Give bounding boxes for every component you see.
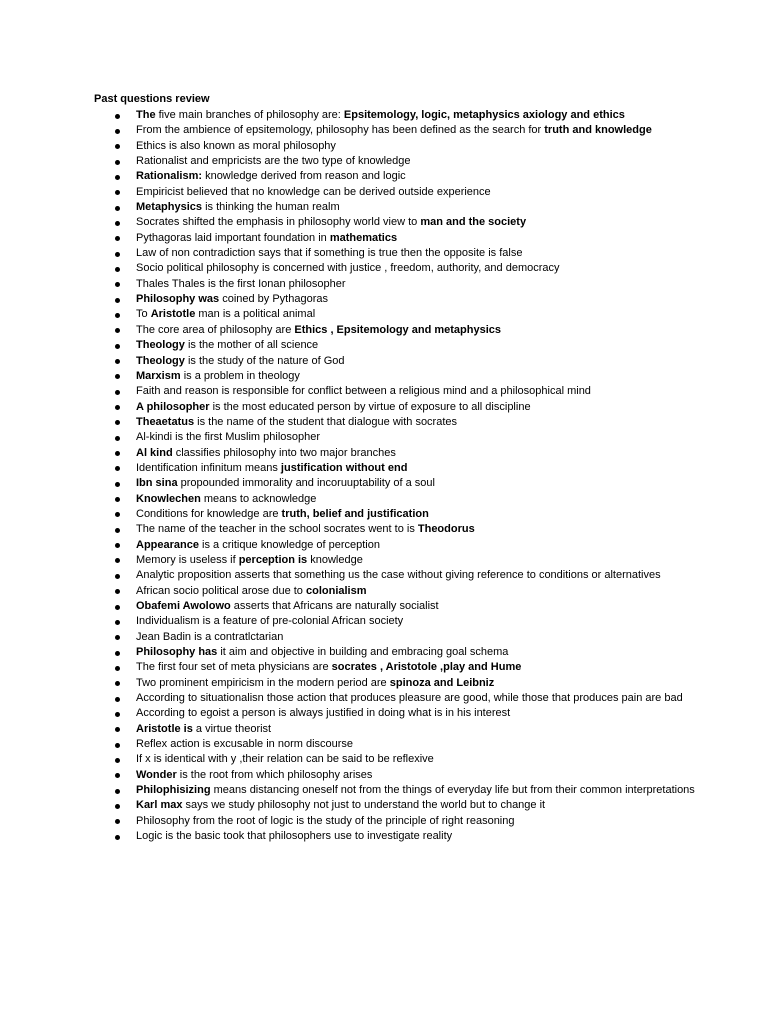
list-item (136, 307, 696, 322)
item-text: Reflex action is excusable in norm discourse (136, 738, 354, 751)
item-text: To (136, 308, 151, 321)
bold-text: Al kind (136, 446, 173, 459)
list-item (136, 722, 696, 737)
list-item (136, 400, 696, 415)
bold-text: Theodorus (417, 523, 475, 536)
list-item (136, 446, 696, 461)
list-item (136, 200, 696, 215)
bold-text: truth, belief and justification (281, 507, 429, 520)
list-item (136, 384, 696, 399)
list-item (136, 814, 696, 829)
item-text: is a critique knowledge of perception (198, 538, 380, 551)
list-item (136, 752, 696, 767)
question-list (136, 108, 696, 845)
bold-text: Philophisizing (136, 784, 211, 797)
list-item (136, 231, 696, 246)
list-item (136, 630, 696, 645)
item-text: propounded immorality and incoruuptability of a soul (177, 477, 435, 490)
list-item (136, 614, 696, 629)
bold-text: Theaetatus (136, 415, 195, 428)
item-text: Faith and reason is responsible for conflict between a religious mind and a philosophical mind (136, 385, 591, 398)
list-item (136, 169, 696, 184)
item-text: knowledge (307, 553, 363, 566)
item-text: Socio political philosophy is concerned with justice , freedom, authority, and democracy (136, 262, 560, 275)
list-item (136, 538, 696, 553)
item-text: Law of non contradiction says that if something is true then the opposite is false (136, 247, 523, 260)
bold-text: Rationalism: (136, 170, 203, 183)
item-text: Jean Badin is a contratlctarian (136, 630, 284, 643)
item-text: says we study philosophy not just to understand the world but to change it (182, 799, 546, 812)
bold-text: Philosophy was (136, 293, 220, 306)
item-text: man is a political animal (195, 308, 316, 321)
list-item (136, 553, 696, 568)
item-text: From the ambience of epsitemology, philosophy has been defined as the search for (136, 124, 545, 137)
item-text: Identification infinitum means (136, 461, 281, 474)
list-item (136, 676, 696, 691)
bold-text: truth and knowledge (544, 124, 652, 137)
list-item (136, 599, 696, 614)
item-text: African socio political arose due to (136, 584, 306, 597)
list-item (136, 461, 696, 476)
item-text: Logic is the basic took that philosophers use to investigate reality (136, 830, 453, 843)
list-item (136, 783, 696, 798)
item-text: Philosophy from the root of logic is the study of the principle of right reasoning (136, 814, 515, 827)
list-item (136, 338, 696, 353)
bold-text: Epsitemology, logic, metaphysics axiology and ethics (343, 109, 625, 121)
item-text: Memory is useless if (136, 553, 239, 566)
bold-text: Metaphysics (136, 201, 203, 214)
item-text: Socrates shifted the emphasis in philosophy world view to (136, 216, 421, 229)
item-text: coined by Pythagoras (219, 293, 328, 306)
list-item (136, 768, 696, 783)
list-item (136, 691, 696, 706)
bold-text: socrates , Aristotole ,play and Hume (331, 661, 522, 674)
bold-text: Appearance (136, 538, 199, 551)
bold-text: Aristotle (150, 308, 196, 321)
item-text: it aim and objective in building and embracing goal schema (217, 646, 509, 659)
list-item (136, 323, 696, 338)
bold-text: Aristotle is (136, 722, 193, 735)
list-item (136, 492, 696, 507)
item-text: is the study of the nature of God (184, 354, 345, 367)
item-text: If x is identical with y ,their relation can be said to be reflexive (136, 753, 434, 766)
bold-text: Theology (136, 339, 185, 352)
list-item (136, 706, 696, 721)
item-text: Ethics is also known as moral philosophy (136, 139, 336, 152)
list-item (136, 798, 696, 813)
item-text: Conditions for knowledge are (136, 507, 282, 520)
item-text: is the most educated person by virtue of exposure to all discipline (209, 400, 531, 413)
list-item (136, 415, 696, 430)
bold-text: perception is (238, 553, 308, 566)
list-item (136, 108, 696, 123)
item-text: Analytic proposition asserts that something us the case without giving reference to conditions or alternatives (136, 569, 661, 582)
bold-text: colonialism (305, 584, 367, 597)
item-text: classifies philosophy into two major branches (172, 446, 396, 459)
bold-text: mathematics (329, 231, 398, 244)
item-text: knowledge derived from reason and logic (202, 170, 406, 183)
bold-text: man and the society (420, 216, 527, 229)
list-item (136, 185, 696, 200)
item-text: According to situationalisn those action that produces pleasure are good, while those that produces pain are bad (136, 692, 683, 705)
item-text: means to acknowledge (200, 492, 317, 505)
list-item (136, 737, 696, 752)
list-item (136, 215, 696, 230)
item-text: Thales Thales is the first Ionan philosopher (136, 277, 346, 290)
list-item (136, 584, 696, 599)
list-item (136, 154, 696, 169)
item-text: is the name of the student that dialogue with socrates (194, 415, 458, 428)
item-text: is a problem in theology (180, 369, 300, 382)
list-item (136, 277, 696, 292)
bold-text: Wonder (136, 768, 177, 781)
item-text: is thinking the human realm (202, 201, 340, 214)
item-text: Al-kindi is the first Muslim philosopher (136, 431, 321, 444)
item-text: The core area of philosophy are (136, 323, 295, 336)
bold-text: A philosopher (136, 400, 210, 413)
item-text: The name of the teacher in the school socrates went to is (136, 523, 418, 536)
document-title: Past questions review (94, 93, 210, 105)
list-item (136, 522, 696, 537)
item-text: means distancing oneself not from the things of everyday life but from their common interpretations (210, 784, 695, 797)
bold-text: Obafemi Awolowo (136, 600, 231, 612)
list-item (136, 123, 696, 138)
item-text: Rationalist and empricists are the two type of knowledge (136, 155, 411, 168)
item-text: is the mother of all science (184, 339, 319, 352)
list-item (136, 354, 696, 369)
bold-text: justification without end (280, 461, 408, 474)
bold-text: Ibn sina (136, 477, 178, 490)
item-text: The first four set of meta physicians are (136, 661, 332, 674)
bold-text: Karl max (136, 799, 183, 812)
list-item (136, 139, 696, 154)
bold-text: Philosophy has (136, 646, 218, 659)
item-text: is the root from which philosophy arises (176, 768, 373, 781)
list-item (136, 507, 696, 522)
item-text: a virtue theorist (192, 722, 272, 735)
bold-text: Marxism (136, 369, 181, 382)
list-item (136, 829, 696, 844)
list-item (136, 246, 696, 261)
list-item (136, 645, 696, 660)
list-item (136, 292, 696, 307)
item-text: five main branches of philosophy are: (155, 109, 344, 121)
bold-text: Ethics , Epsitemology and metaphysics (294, 323, 501, 336)
list-item (136, 261, 696, 276)
item-text: Individualism is a feature of pre-colonial African society (136, 615, 404, 628)
list-item (136, 430, 696, 445)
list-item (136, 476, 696, 491)
bold-text: spinoza and Leibniz (389, 676, 495, 689)
item-text: Two prominent empiricism in the modern period are (136, 676, 390, 689)
bold-text: Knowlechen (136, 492, 201, 505)
list-item (136, 660, 696, 675)
item-text: asserts that Africans are naturally socialist (230, 600, 439, 612)
bold-text: Theology (136, 354, 185, 367)
bold-text: The (136, 109, 156, 121)
list-item (136, 568, 696, 583)
item-text: Pythagoras laid important foundation in (136, 231, 330, 244)
list-item (136, 369, 696, 384)
item-text: According to egoist a person is always justified in doing what is in his interest (136, 707, 511, 720)
item-text: Empiricist believed that no knowledge can be derived outside experience (136, 185, 491, 198)
